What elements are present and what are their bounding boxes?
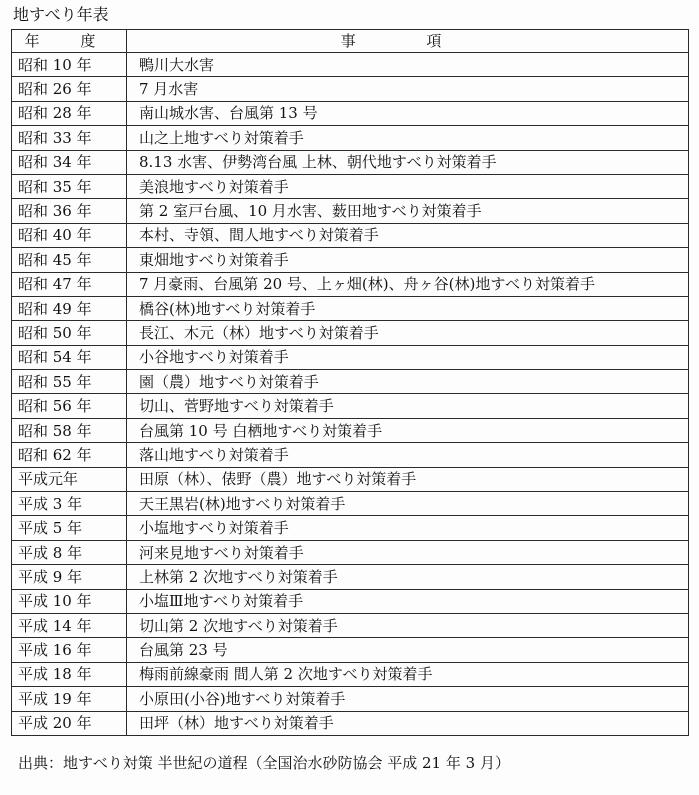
year-cell: 平成 8 年 <box>12 540 127 564</box>
table-row <box>12 467 689 491</box>
year-cell: 昭和 26 年 <box>12 77 127 101</box>
table-row <box>12 345 689 369</box>
event-cell: 小塩地すべり対策着手 <box>127 516 689 540</box>
table-row <box>12 174 689 198</box>
year-cell: 平成 5 年 <box>12 516 127 540</box>
table-row <box>12 418 689 442</box>
year-cell: 昭和 56 年 <box>12 394 127 418</box>
year-cell: 昭和 35 年 <box>12 174 127 198</box>
event-cell: 橋谷(林)地すべり対策着手 <box>127 296 689 320</box>
year-cell: 平成 20 年 <box>12 711 127 735</box>
table-row <box>12 540 689 564</box>
event-cell: 天王黒岩(林)地すべり対策着手 <box>127 492 689 516</box>
table-row <box>12 687 689 711</box>
year-cell: 昭和 10 年 <box>12 53 127 77</box>
event-cell: 第 2 室戸台風、10 月水害、薮田地すべり対策着手 <box>127 199 689 223</box>
table-row <box>12 77 689 101</box>
table-row <box>12 492 689 516</box>
event-cell: 小原田(小谷)地すべり対策着手 <box>127 687 689 711</box>
year-cell: 平成 9 年 <box>12 565 127 589</box>
table-row <box>12 272 689 296</box>
year-cell: 平成 10 年 <box>12 589 127 613</box>
year-cell: 昭和 36 年 <box>12 199 127 223</box>
table-row <box>12 638 689 662</box>
event-cell: 本村、寺領、間人地すべり対策着手 <box>127 223 689 247</box>
year-cell: 平成 16 年 <box>12 638 127 662</box>
event-cell: 上林第 2 次地すべり対策着手 <box>127 565 689 589</box>
event-cell: 美浪地すべり対策着手 <box>127 174 689 198</box>
event-cell: 小塩Ⅲ地すべり対策着手 <box>127 589 689 613</box>
year-cell: 平成 3 年 <box>12 492 127 516</box>
event-cell: 小谷地すべり対策着手 <box>127 345 689 369</box>
event-cell: 7 月水害 <box>127 77 689 101</box>
year-cell: 昭和 40 年 <box>12 223 127 247</box>
event-cell: 梅雨前線豪雨 間人第 2 次地すべり対策着手 <box>127 662 689 686</box>
event-cell: 園（農）地すべり対策着手 <box>127 370 689 394</box>
event-cell: 切山第 2 次地すべり対策着手 <box>127 613 689 637</box>
table-row <box>12 565 689 589</box>
event-cell: 田原（林）、俵野（農）地すべり対策着手 <box>127 467 689 491</box>
table-row <box>12 199 689 223</box>
table-row <box>12 296 689 320</box>
event-cell: 台風第 23 号 <box>127 638 689 662</box>
table-row <box>12 613 689 637</box>
year-cell: 昭和 33 年 <box>12 126 127 150</box>
event-cell: 切山、菅野地すべり対策着手 <box>127 394 689 418</box>
table-row <box>12 321 689 345</box>
year-cell: 平成 14 年 <box>12 613 127 637</box>
event-cell: 鴨川大水害 <box>127 53 689 77</box>
year-cell: 昭和 45 年 <box>12 248 127 272</box>
event-cell: 8.13 水害、伊勢湾台風 上林、朝代地すべり対策着手 <box>127 150 689 174</box>
landslide-chronology-table <box>11 29 689 736</box>
year-cell: 昭和 62 年 <box>12 443 127 467</box>
event-cell: 落山地すべり対策着手 <box>127 443 689 467</box>
event-cell: 長江、木元（林）地すべり対策着手 <box>127 321 689 345</box>
year-cell: 昭和 50 年 <box>12 321 127 345</box>
table-row <box>12 150 689 174</box>
table-row <box>12 589 689 613</box>
table-header-row <box>12 30 689 53</box>
table-row <box>12 394 689 418</box>
table-row <box>12 370 689 394</box>
table-row <box>12 711 689 735</box>
header-event: 事 項 <box>127 30 689 53</box>
table-row <box>12 662 689 686</box>
event-cell: 台風第 10 号 白栖地すべり対策着手 <box>127 418 689 442</box>
table-row <box>12 248 689 272</box>
event-cell: 田坪（林）地すべり対策着手 <box>127 711 689 735</box>
event-cell: 河来見地すべり対策着手 <box>127 540 689 564</box>
year-cell: 平成元年 <box>12 467 127 491</box>
year-cell: 昭和 47 年 <box>12 272 127 296</box>
year-cell: 平成 19 年 <box>12 687 127 711</box>
table-row <box>12 223 689 247</box>
year-cell: 昭和 55 年 <box>12 370 127 394</box>
source-note: 出典：地すべり対策 半世紀の道程（全国治水砂防協会 平成 21 年 3 月） <box>18 754 510 772</box>
table-row <box>12 101 689 125</box>
event-cell: 山之上地すべり対策着手 <box>127 126 689 150</box>
year-cell: 昭和 58 年 <box>12 418 127 442</box>
event-cell: 7 月豪雨、台風第 20 号、上ヶ畑(林)、舟ヶ谷(林)地すべり対策着手 <box>127 272 689 296</box>
table-body <box>12 53 689 736</box>
event-cell: 南山城水害、台風第 13 号 <box>127 101 689 125</box>
year-cell: 昭和 28 年 <box>12 101 127 125</box>
table-row <box>12 516 689 540</box>
header-year: 年 度 <box>12 30 127 53</box>
event-cell: 東畑地すべり対策着手 <box>127 248 689 272</box>
table-title: 地すべり年表 <box>13 5 109 24</box>
year-cell: 昭和 34 年 <box>12 150 127 174</box>
year-cell: 昭和 49 年 <box>12 296 127 320</box>
table-row <box>12 53 689 77</box>
year-cell: 平成 18 年 <box>12 662 127 686</box>
year-cell: 昭和 54 年 <box>12 345 127 369</box>
table-row <box>12 443 689 467</box>
table-row <box>12 126 689 150</box>
